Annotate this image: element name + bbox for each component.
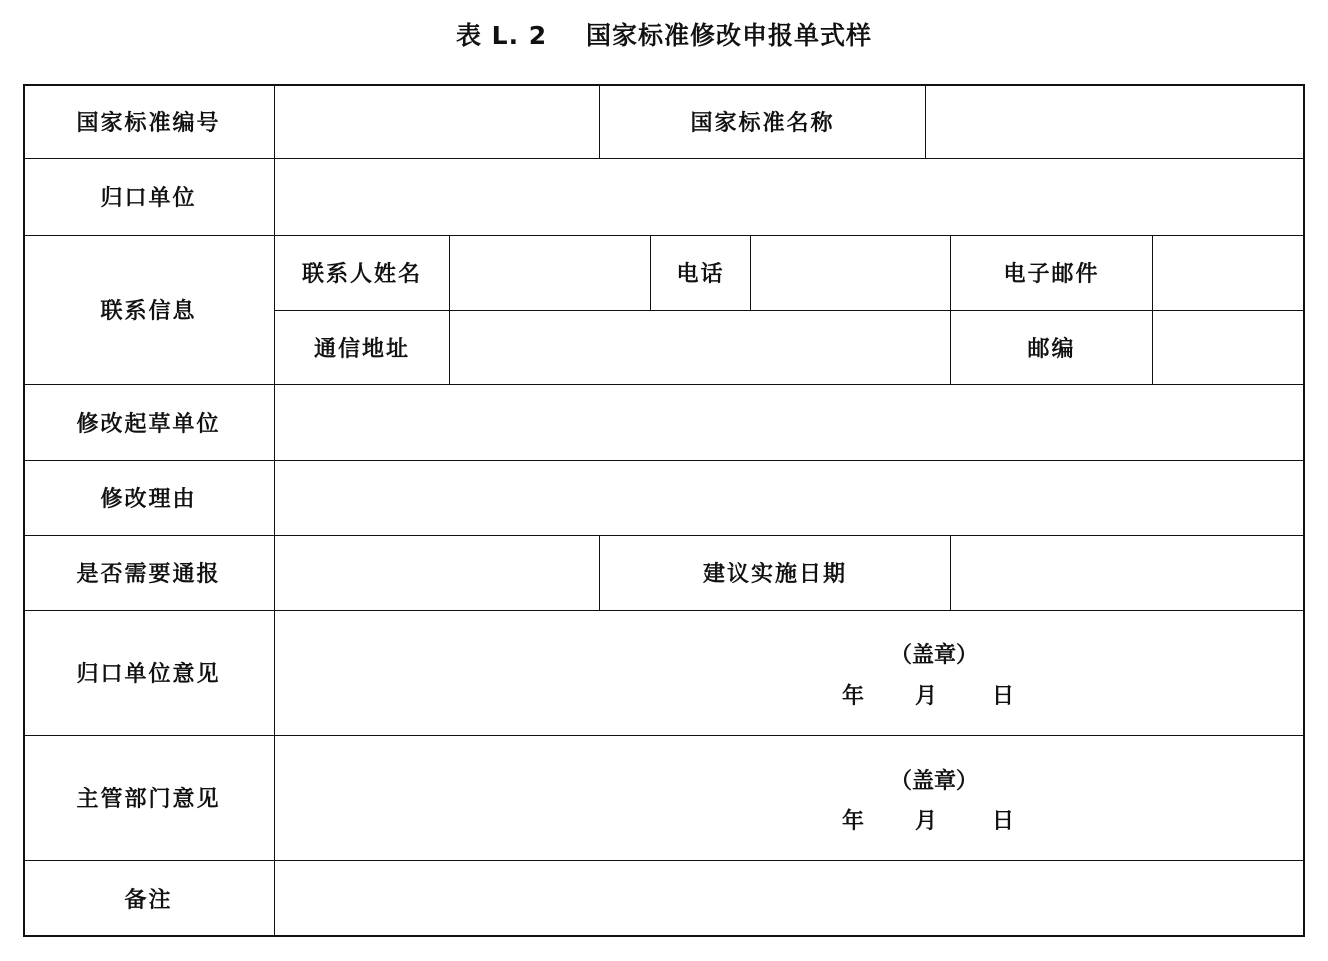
reason-label: 修改理由 [100,487,197,512]
std-name-field[interactable] [926,84,1305,158]
address-field[interactable] [450,310,950,384]
dept-opinion-field[interactable] [275,735,1305,860]
address-label: 通信地址 [313,336,410,362]
remarks-field[interactable] [275,860,1305,937]
contact-info-label: 联系信息 [100,299,197,324]
year-label: 年 [842,684,865,709]
responsible-unit-label: 归口单位 [100,186,197,211]
email-label: 电子邮件 [1003,262,1100,287]
drafting-unit-label: 修改起草单位 [76,411,221,437]
postcode-label: 邮编 [1027,336,1076,362]
day-label: 日 [992,684,1015,709]
phone-label: 电话 [676,262,725,287]
phone-field[interactable] [751,235,950,310]
impl-date-field[interactable] [951,535,1305,610]
std-number-label: 国家标准编号 [76,110,221,136]
drafting-unit-field[interactable] [275,384,1305,460]
unit-opinion-field[interactable] [275,610,1305,735]
impl-date-label: 建议实施日期 [702,562,847,587]
std-name-label: 国家标准名称 [690,110,835,136]
responsible-unit-field[interactable] [275,158,1305,235]
day-label: 日 [992,809,1015,834]
remarks-label: 备注 [124,888,173,913]
email-field[interactable] [1153,235,1305,310]
std-number-field[interactable] [275,84,599,158]
dept-opinion-label: 主管部门意见 [76,787,221,812]
notify-field[interactable] [275,535,599,610]
reason-field[interactable] [275,460,1305,535]
seal-label: （盖章） [890,643,979,668]
document-title: 表 L. 2 国家标准修改申报单式样 [455,21,873,50]
month-label: 月 [915,809,938,834]
month-label: 月 [915,684,938,709]
postcode-field[interactable] [1153,310,1305,384]
contact-name-label: 联系人姓名 [301,262,422,287]
unit-opinion-label: 归口单位意见 [76,662,221,687]
seal-label: （盖章） [890,769,979,794]
year-label: 年 [842,809,865,834]
contact-name-field[interactable] [450,235,650,310]
notify-label: 是否需要通报 [76,562,221,587]
